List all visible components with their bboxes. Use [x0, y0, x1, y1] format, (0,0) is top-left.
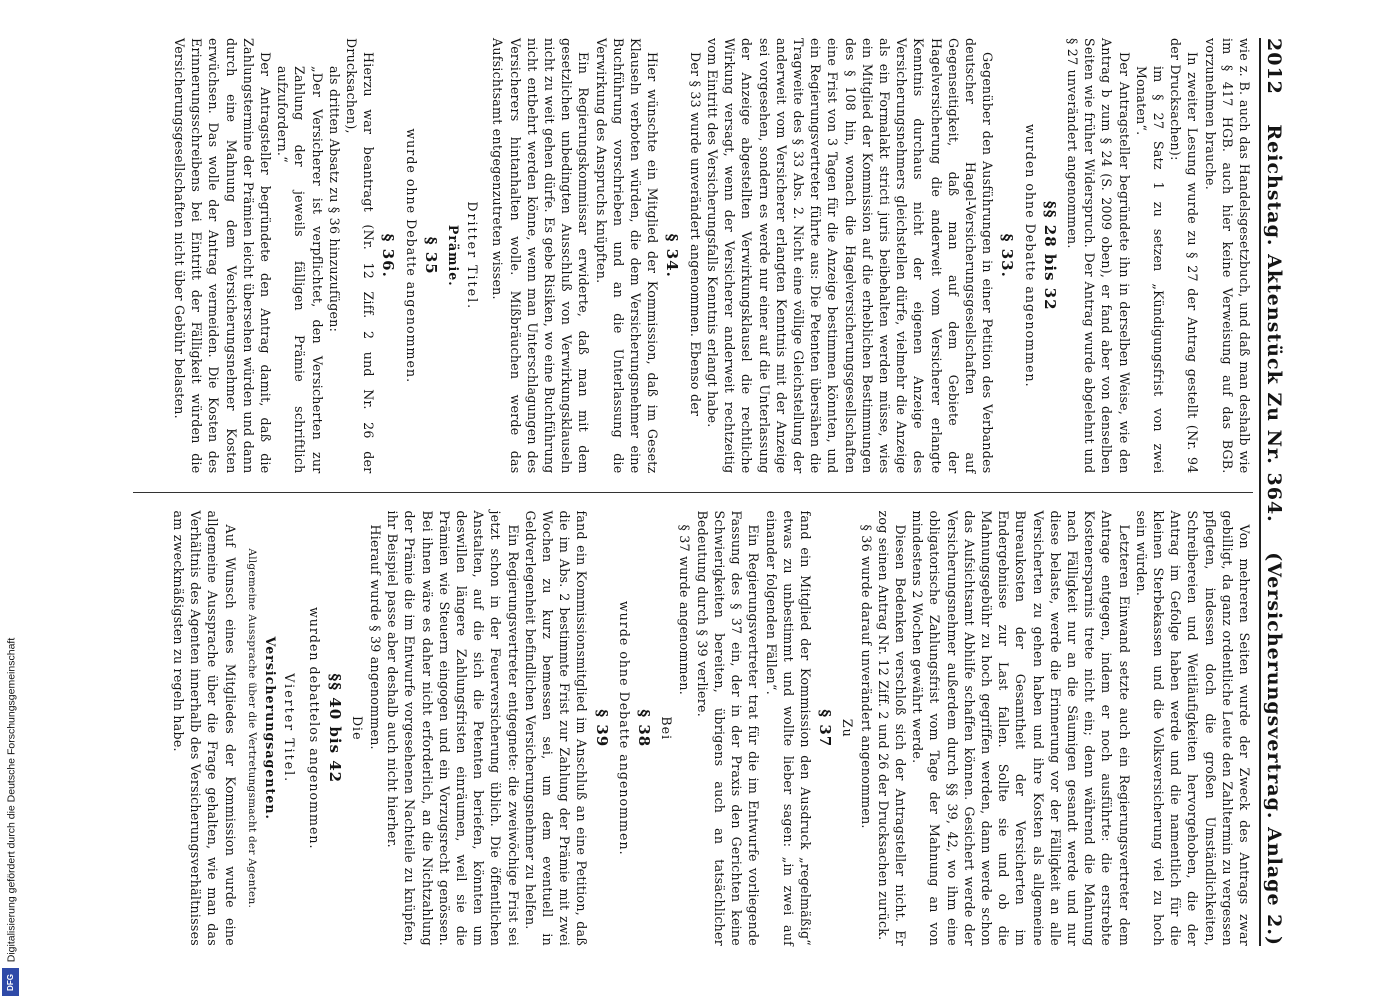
section-note: wurden ohne Debatte angenommen. — [1022, 123, 1038, 388]
paragraph: Hierauf wurde § 39 angenommen. — [368, 524, 384, 750]
paragraph: § 37 wurde angenommen. — [677, 524, 693, 696]
section-heading: § 34. — [663, 233, 682, 278]
credit-text: Digitalisierung gefördert durch die Deutsche Forschungsgemeinschaft — [5, 637, 18, 963]
paragraph: fand ein Mitglied der Kommission den Ausdruck „regelmäßig“ etwas zu unbestimmt und wollte lieber sagen: „in zwei auf einander folgenden Fällen“. — [763, 510, 813, 946]
paragraph: Der Antragsteller begründete ihn in derselben Weise, wie den Antrag b zum § 24 (S. 2009 oben), er fand aber von denselben Seiten wie früher Widerspruch. Der Antrag wurde abgelehnt und § 27 unverändert angenommen. — [1064, 38, 1132, 474]
section-note: Zu — [840, 718, 856, 738]
section-note: Die — [349, 715, 365, 741]
header-annex: (Versicherungsvertrag. Anlage 2.) — [1263, 552, 1285, 946]
chapter-title: Vierter Titel. — [282, 673, 298, 784]
quoted-motion: im § 27 Satz 1 zu setzen „Kündigungsfrist von zwei Monaten“. — [1133, 66, 1166, 474]
paragraph: Ein Regierungsvertreter entgegnete: die zweiwöchige Frist sei jetzt schon in der Feuerversicherung üblich. Die öffentlichen Anstalten, auf die sich die Petenten beriefen, könnten um deswillen längere Zahlungsfristen einräumen, weil sie die Prämien wie Steuern eingogen und ein Vorzugsrecht genössen. Bei ihnen wäre es daher nicht erforderlich, an die Nichtzahlung der Prämie die im Entwurfe vorgesehenen Nachteile zu knüpfen, ihr Beispiel passe aber deshalb auch nicht hierher. — [385, 510, 521, 946]
column-divider — [133, 492, 1253, 493]
document-page — [95, 32, 1285, 952]
paragraph: § 36 wurde darauf unverändert angenommen. — [858, 524, 874, 829]
paragraph: Hierzu war beantragt (Nr. 12 Ziff. 2 und Nr. 26 der Drucksachen), — [344, 38, 377, 474]
paragraph: Letzteren Einwand setzte auch ein Regierungsvertreter dem Antrage entgegen, indem er noch ausführte: die erstrebte Kostenersparnis trete nicht ein; denn während die Mahnung nach Fälligkeit nur an die Säumigen gesandt werde und nur diese belaste, werde die Erinnerung vor der Fälligkeit an alle Versicherten zu gehen haben und ihre Kosten als allgemeine Bureaukosten der Gesamtheit der Versicherten im Endergebnisse zur Last fallen. Sollte sie und ob die Mahnungsgebühr zu hoch gegriffen werden, dann werde schon das Aufsichtsamt Abhilfe schaffen können. Gesichert werde der Versicherungsnehmer außerdem durch §§ 39, 42, wo ihm eine obligatorische Zahlungsfrist vom Tage der Mahnung an von mindestens 2 Wochen gewährt werde. — [910, 510, 1132, 946]
paragraph: Ein Regierungsvertreter trat für die im Entwurfe vorliegende Fassung des § 37 ein, der in der Praxis den Gerichten keine Schwierigkeiten bereiten, übrigens auch an tatsächlicher Bedeutung durch § 39 verliere. — [694, 510, 762, 946]
chapter-subtitle: Versicherungsagenten. — [263, 636, 279, 820]
digitization-credit — [4, 606, 18, 994]
section-note: wurde ohne Debatte angenommen. — [403, 128, 419, 384]
paragraph: Der Antragsteller begründete den Antrag damit, daß die Zahlungstermine der Prämien leicht übersehen würden und dann durch eine Mahnung dem Versicherungsnehmer Kosten erwüchsen. Das wolle der Antrag vermeiden. Die Kosten des Erinnerungsschreibens bei Eintritt der Fälligkeit würden die Versicherungsgesellschaften nicht über Gebühr belasten. — [172, 38, 274, 474]
section-heading: §§ 28 bis 32 — [1040, 200, 1059, 311]
section-heading: § 37 — [816, 709, 835, 748]
paragraph: Auf Wunsch eines Mitgliedes der Kommission wurde eine allgemeine Aussprache über die Frage gehalten, wie man das Verhältnis des Agenten innerhalb des Versicherungsverhältnisses am zweckmäßigsten zu regeln habe. — [171, 510, 238, 946]
section-note: Bei — [659, 716, 675, 741]
section-heading: §§ 40 bis 42 — [325, 673, 344, 784]
dfg-logo-icon — [2, 968, 19, 996]
right-column — [133, 511, 1253, 947]
header-title: Reichstag. Aktenstück Zu Nr. 364. — [1263, 124, 1285, 523]
paragraph: Ein Regierungskommissar erwiderte, daß man mit dem gesetzlichen unbedingten Ausschluß von Verwirkungsklauseln nicht zu weit gehen dürfe. Es gebe Risiken, wo eine Buchführung nicht entbehrt werden könne, wenn man Unterschlagungen des Versicherers hintanhalten wolle. Mißbräuchen werde das Aufsichtsamt entgegenzutreten wissen. — [490, 38, 592, 474]
paragraph: In zweiter Lesung wurde zu § 27 der Antrag gestellt (Nr. 94 der Drucksachen): — [1168, 38, 1201, 474]
paragraph: als dritten Absatz zu § 36 hinzuzufügen: — [326, 66, 342, 333]
paragraph: fand ein Kommissionsmitglied im Anschluß an eine Petition, daß die im Abs. 2 bestimmte Frist zur Zahlung der Prämie mit zwei Wochen zu kurz bemessen sei, um dem eventuell in Geldverlegenheit befindlichen Versicherungsnehmer zu helfen. — [522, 510, 590, 946]
paragraph: Hier wünschte ein Mitglied der Kommission, daß im Gesetz Klauseln verboten würden, die dem Versicherungsnehmer eine Buchführung vorschrieben und an die Unterlassung die Verwirkung des Anspruchs knüpften. — [593, 38, 661, 474]
chapter-subtitle: Prämie. — [446, 224, 462, 287]
chapter-title: Dritter Titel. — [465, 201, 481, 311]
paragraph: Diesen Bedenken verschloß sich der Antragsteller nicht. Er zog seinen Antrag Nr. 12 Ziff. 2 und 26 der Drucksachen zurück. — [875, 510, 908, 946]
section-heading: § 35 — [421, 236, 440, 275]
paragraph: Der § 33 wurde unverändert angenommen. Ebenso der — [687, 52, 703, 417]
paragraph: Von mehreren Seiten wurde der Zweck des Antrags zwar gebilligt, da ganz ordentliche Leute den Zahltermin zu vergessen pflegten, indessen doch die großen Umständlichkeiten, Schreibereien und Weitläufigkeiten hervorgehoben, die der Antrag im Gefolge haben werde und die namentlich für die kleinen Sterbekassen und die Volksversicherung viel zu hoch sein würden. — [1133, 510, 1252, 946]
section-heading: § 36. — [379, 233, 398, 278]
logo-text: DFG — [5, 973, 15, 991]
section-note: wurde ohne Debatte angenommen. — [616, 600, 632, 856]
section-note: wurden debattelos angenommen. — [307, 606, 323, 850]
section-heading: § 33. — [998, 233, 1017, 278]
page-header — [1259, 38, 1285, 946]
section-heading: § 39 — [592, 709, 611, 748]
paragraph: wie z. B. auch das Handelsgesetzbuch, und daß man deshalb wie im § 417 HGB. auch hier keine Verweisung auf das BGB. vorzunehmen brauche. — [1202, 38, 1252, 474]
subheading-small: Allgemeine Aussprache über die Vertretungsmacht der Agenten. — [245, 548, 258, 909]
page-number: 2012 — [1263, 38, 1285, 95]
left-column — [133, 38, 1253, 474]
text-columns — [133, 38, 1253, 946]
paragraph: Gegenüber den Ausführungen in einer Petition des Verbandes deutscher Hagel-Versicherungsgesellschaften auf Gegenseitigkeit, daß man auf dem Gebiete der Hagelversicherung die anderweit vom Versicherer erlangte Kenntnis durchaus nicht der eigenen Anzeige des Versicherungsnehmers gleichstellen dürfe, vielmehr die Anzeige als ein Formalakt stricti juris beibehalten werden müsse, wies ein Mitglied der Kommission auf die erheblichen Bestimmungen des § 108 hin, wonach die Hagelversicherungsgesellschaften eine Frist von 3 Tagen für die Anzeige bestimmen könnten, und ein Regierungsvertreter führte aus: Die Petenten übersähen die Tragweite des § 33 Abs. 2. Nicht eine völlige Gleichstellung der anderweit vom Versicherer erlangten Kenntnis mit der Anzeige sei vorgesehen, sondern es werde nur einer auf die Unterlassung der Anzeige abgestellten Verwirkungsklausel die rechtliche Wirkung versagt, wenn der Versicherer anderweit rechtzeitig vom Eintritt des Versicherungsfalls Kenntnis erlangt habe. — [704, 38, 996, 474]
section-heading: § 38 — [635, 709, 654, 748]
quoted-motion: „Der Versicherer ist verpflichtet, den Versicherten zur Zahlung der jeweils fälligen Prämie schriftlich aufzufordern.“ — [275, 66, 325, 474]
